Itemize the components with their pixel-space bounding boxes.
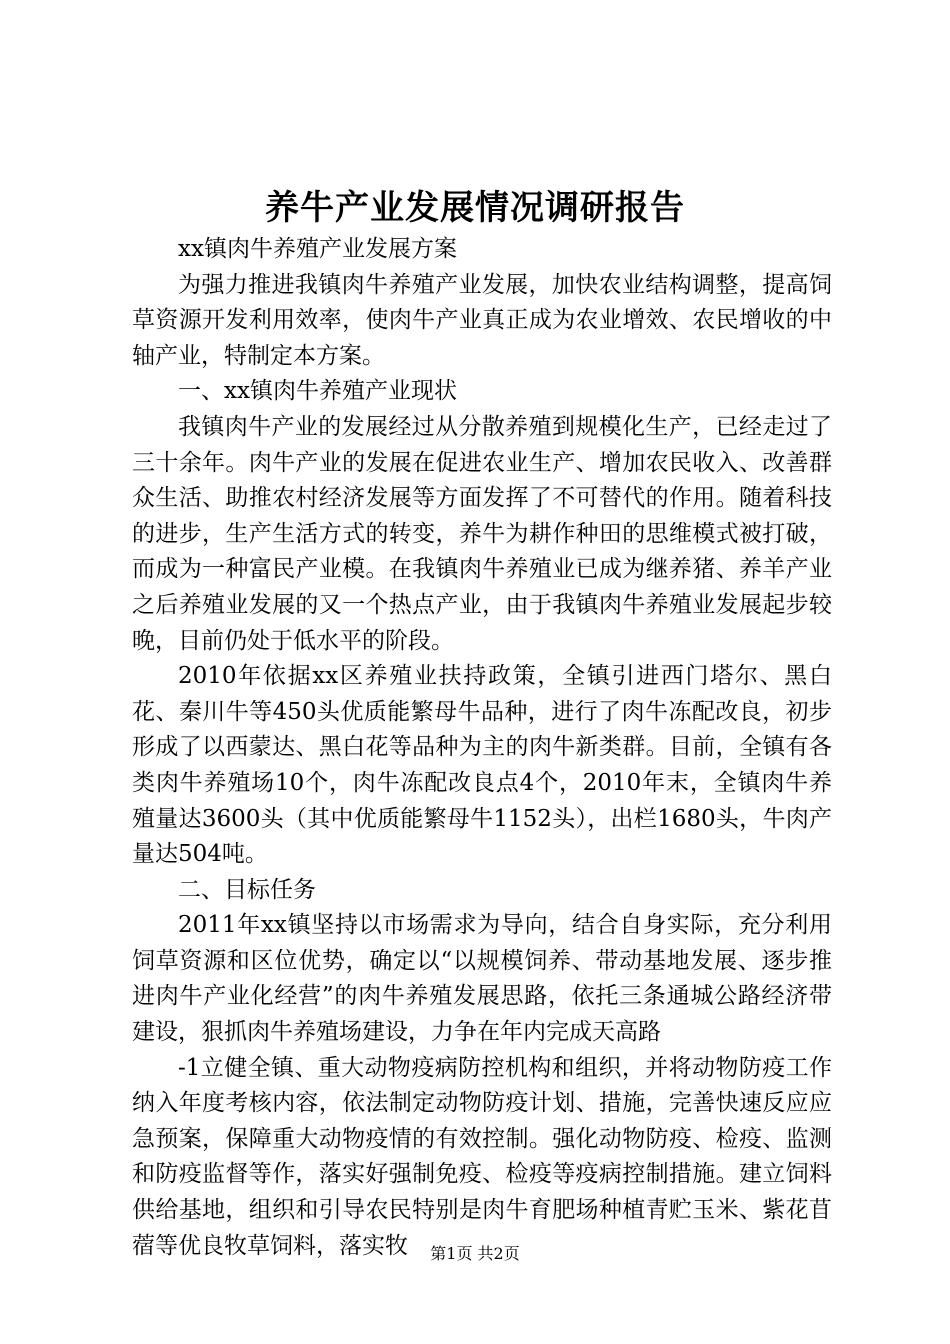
- paragraph-2010: 2010年依据xx区养殖业扶持政策，全镇引进西门塔尔、黑白花、秦川牛等450头优质能繁母牛品种，进行了肉牛冻配改良，初步形成了以西蒙达、黑白花等品种为主的肉牛新类群。目前，全镇有各类肉牛养殖场10个，肉牛冻配改良点4个，2010年末，全镇肉牛养殖量达3600头（其中优质能繁母牛1152头），出栏1680头，牛肉产量达504吨。: [132, 663, 832, 868]
- paragraph-2011: 2011年xx镇坚持以市场需求为导向，结合自身实际，充分利用饲草资源和区位优势，确定以“以规模饲养、带动基地发展、逐步推进肉牛产业化经营”的肉牛养殖发展思路，依托三条通城公路经济带建设，狠抓肉牛养殖场建设，力争在年内完成天高路: [132, 912, 832, 1046]
- page-footer: 第1页 共2页: [430, 1244, 520, 1263]
- paragraph-status: 我镇肉牛产业的发展经过从分散养殖到规模化生产，已经走过了三十余年。肉牛产业的发展在促进农业生产、增加农民收入、改善群众生活、助推农村经济发展等方面发挥了不可替代的作用。随着科技的进步，生产生活方式的转变，养牛为耕作种田的思维模式被打破，而成为一种富民产业模。在我镇肉牛养殖业已成为继养猪、养羊产业之后养殖业发展的又一个热点产业，由于我镇肉牛养殖业发展起步较晚，目前仍处于低水平的阶段。: [132, 413, 832, 654]
- document-title: 养牛产业发展情况调研报告: [265, 188, 685, 228]
- paragraph-intro: 为强力推进我镇肉牛养殖产业发展，加快农业结构调整，提高饲草资源开发利用效率，使肉牛产业真正成为农业增效、农民增收的中轴产业，特制定本方案。: [132, 271, 832, 369]
- document-body: [132, 232, 832, 1264]
- section-heading-goals: 二、目标任务: [178, 876, 316, 903]
- paragraph-plan-name: xx镇肉牛养殖产业发展方案: [178, 236, 457, 262]
- section-heading-status: 一、xx镇肉牛养殖产业现状: [178, 378, 457, 405]
- paragraph-epidemic-control: -1立健全镇、重大动物疫病防控机构和组织，并将动物防疫工作纳入年度考核内容，依法制定动物防疫计划、措施，完善快速反应应急预案，保障重大动物疫情的有效控制。强化动物防疫、检疫、监测和防疫监督等作，落实好强制免疫、检疫等疫病控制措施。建立饲料供给基地，组织和引导农民特别是肉牛育肥场种植青贮玉米、紫花苜蓿等优良牧草饲料，落实牧: [132, 1054, 832, 1259]
